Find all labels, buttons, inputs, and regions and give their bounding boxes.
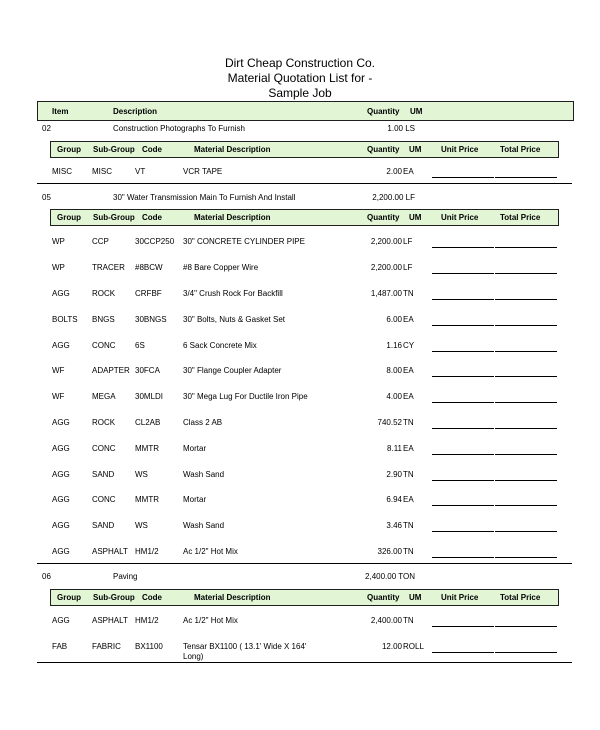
- unit-price-blank[interactable]: [432, 626, 494, 627]
- header-material-description: Material Description: [194, 145, 271, 154]
- row-group: AGG: [52, 547, 70, 556]
- row-code: 30FCA: [135, 366, 160, 375]
- unit-price-blank[interactable]: [432, 273, 494, 274]
- row-um: TN: [403, 289, 414, 298]
- header-description: Description: [113, 107, 158, 116]
- total-price-blank[interactable]: [495, 351, 557, 352]
- company-name: Dirt Cheap Construction Co.: [224, 56, 376, 70]
- row-subgroup: MEGA: [92, 392, 116, 401]
- row-material-description: 30" CONCRETE CYLINDER PIPE: [183, 237, 305, 246]
- row-group: BOLTS: [52, 315, 78, 324]
- unit-price-blank[interactable]: [432, 325, 494, 326]
- row-material-description: Wash Sand: [183, 521, 225, 530]
- section-item-number: 06: [42, 572, 51, 581]
- row-group: MISC: [52, 167, 72, 176]
- row-subgroup: CCP: [92, 237, 109, 246]
- row-um: LF: [403, 237, 413, 246]
- row-group: WP: [52, 263, 65, 272]
- total-price-blank[interactable]: [495, 557, 557, 558]
- row-quantity: 8.11: [387, 444, 402, 453]
- row-code: 30MLDI: [135, 392, 164, 401]
- row-quantity: 1.16: [386, 341, 402, 350]
- total-price-blank[interactable]: [495, 428, 557, 429]
- row-quantity: 740.52: [377, 418, 402, 427]
- header-group: Group: [57, 145, 81, 154]
- row-material-description: Mortar: [183, 495, 207, 504]
- row-code: WS: [135, 470, 148, 479]
- total-price-blank[interactable]: [495, 531, 557, 532]
- row-code: #8BCW: [135, 263, 163, 272]
- header-subgroup: Sub-Group: [93, 145, 135, 154]
- header-code: Code: [142, 213, 162, 222]
- row-material-description: VCR TAPE: [183, 167, 223, 176]
- row-quantity: 8.00: [386, 366, 402, 375]
- unit-price-blank[interactable]: [432, 480, 494, 481]
- row-group: AGG: [52, 444, 70, 453]
- row-code: 30CCP250: [135, 237, 175, 246]
- row-code: MMTR: [135, 444, 159, 453]
- row-quantity: 12.00: [381, 642, 402, 651]
- row-um: EA: [403, 167, 414, 176]
- unit-price-blank[interactable]: [432, 557, 494, 558]
- row-um: ROLL: [403, 642, 424, 651]
- unit-price-blank[interactable]: [432, 177, 494, 178]
- sub-header-bar: [50, 209, 559, 226]
- row-quantity: 2.90: [386, 470, 402, 479]
- row-code: CRFBF: [135, 289, 162, 298]
- header-group: Group: [57, 593, 81, 602]
- header-um: UM: [409, 593, 422, 602]
- header-group: Group: [57, 213, 81, 222]
- row-um: EA: [403, 444, 414, 453]
- row-subgroup: ASPHALT: [92, 616, 128, 625]
- row-quantity: 6.00: [386, 315, 402, 324]
- row-subgroup: SAND: [92, 470, 115, 479]
- header-quantity: Quantity: [367, 213, 400, 222]
- header-material-description: Material Description: [194, 593, 271, 602]
- header-um: UM: [410, 107, 423, 116]
- row-group: AGG: [52, 470, 70, 479]
- row-group: AGG: [52, 418, 70, 427]
- row-quantity: 6.94: [386, 495, 402, 504]
- unit-price-blank[interactable]: [432, 299, 494, 300]
- total-price-blank[interactable]: [495, 505, 557, 506]
- row-material-description: Mortar: [183, 444, 207, 453]
- row-subgroup: FABRIC: [92, 642, 121, 651]
- row-code: HM1/2: [135, 616, 159, 625]
- total-price-blank[interactable]: [495, 177, 557, 178]
- row-subgroup: ASPHALT: [92, 547, 128, 556]
- document-title: Material Quotation List for -: [227, 71, 373, 85]
- header-code: Code: [142, 593, 162, 602]
- row-subgroup: CONC: [92, 444, 116, 453]
- row-material-description: 30" Mega Lug For Ductile Iron Pipe: [183, 392, 308, 401]
- row-group: WF: [52, 392, 65, 401]
- header-unit-price: Unit Price: [441, 145, 479, 154]
- section-item-number: 02: [42, 124, 51, 133]
- section-divider: [37, 183, 572, 184]
- row-subgroup: ROCK: [92, 289, 116, 298]
- row-um: EA: [403, 315, 414, 324]
- main-header-bar: [37, 101, 574, 121]
- row-quantity: 4.00: [386, 392, 402, 401]
- total-price-blank[interactable]: [495, 402, 557, 403]
- row-group: FAB: [52, 642, 68, 651]
- header-total-price: Total Price: [500, 213, 541, 222]
- row-um: CY: [403, 341, 415, 350]
- section-quantity: 2,400.00 TON: [365, 572, 415, 581]
- total-price-blank[interactable]: [495, 273, 557, 274]
- unit-price-blank[interactable]: [432, 454, 494, 455]
- row-subgroup: TRACER: [92, 263, 125, 272]
- row-quantity: 1,487.00: [370, 289, 402, 298]
- row-material-description: 3/4" Crush Rock For Backfill: [183, 289, 283, 298]
- row-code: MMTR: [135, 495, 159, 504]
- row-subgroup: ROCK: [92, 418, 116, 427]
- sub-header-bar: [50, 589, 559, 606]
- row-um: TN: [403, 418, 414, 427]
- unit-price-blank[interactable]: [432, 531, 494, 532]
- header-um: UM: [409, 145, 422, 154]
- row-subgroup: SAND: [92, 521, 115, 530]
- row-group: WP: [52, 237, 65, 246]
- unit-price-blank[interactable]: [432, 505, 494, 506]
- header-unit-price: Unit Price: [441, 593, 479, 602]
- row-group: AGG: [52, 289, 70, 298]
- total-price-blank[interactable]: [495, 652, 557, 653]
- row-um: LF: [403, 263, 413, 272]
- total-price-blank[interactable]: [495, 454, 557, 455]
- row-code: 30BNGS: [135, 315, 167, 324]
- row-quantity: 2,200.00: [370, 237, 402, 246]
- total-price-blank[interactable]: [495, 376, 557, 377]
- row-group: AGG: [52, 616, 70, 625]
- section-description: Construction Photographs To Furnish: [113, 124, 245, 133]
- header-subgroup: Sub-Group: [93, 593, 135, 602]
- row-subgroup: CONC: [92, 341, 116, 350]
- unit-price-blank[interactable]: [432, 247, 494, 248]
- header-quantity: Quantity: [367, 593, 400, 602]
- row-code: HM1/2: [135, 547, 159, 556]
- row-code: 6S: [135, 341, 145, 350]
- row-code: BX1100: [135, 642, 163, 651]
- unit-price-blank[interactable]: [432, 652, 494, 653]
- row-um: EA: [403, 495, 414, 504]
- row-material-description: Ac 1/2" Hot Mix: [183, 616, 238, 625]
- section-quantity: 1.00 LS: [387, 124, 415, 133]
- row-material-description: Class 2 AB: [183, 418, 223, 427]
- row-quantity: 326.00: [377, 547, 402, 556]
- row-subgroup: CONC: [92, 495, 116, 504]
- row-subgroup: BNGS: [92, 315, 115, 324]
- row-um: EA: [403, 392, 414, 401]
- row-material-description: 30" Flange Coupler Adapter: [183, 366, 282, 375]
- section-item-number: 05: [42, 193, 51, 202]
- header-subgroup: Sub-Group: [93, 213, 135, 222]
- total-price-blank[interactable]: [495, 299, 557, 300]
- row-um: EA: [403, 366, 414, 375]
- row-code: VT: [135, 167, 146, 176]
- header-code: Code: [142, 145, 162, 154]
- total-price-blank[interactable]: [495, 480, 557, 481]
- section-divider: [37, 563, 572, 564]
- row-subgroup: MISC: [92, 167, 112, 176]
- header-item: Item: [52, 107, 69, 116]
- row-quantity: 2,200.00: [370, 263, 402, 272]
- row-group: AGG: [52, 495, 70, 504]
- header-unit-price: Unit Price: [441, 213, 479, 222]
- row-group: WF: [52, 366, 65, 375]
- row-material-description: Ac 1/2" Hot Mix: [183, 547, 238, 556]
- row-material-description: Wash Sand: [183, 470, 225, 479]
- row-um: TN: [403, 547, 414, 556]
- section-description: 30" Water Transmission Main To Furnish And Install: [113, 193, 296, 202]
- row-um: TN: [403, 521, 414, 530]
- header-quantity: Quantity: [367, 145, 400, 154]
- row-quantity: 2.00: [386, 167, 402, 176]
- row-material-description: #8 Bare Copper Wire: [183, 263, 259, 272]
- job-name: Sample Job: [268, 86, 332, 100]
- header-material-description: Material Description: [194, 213, 271, 222]
- unit-price-blank[interactable]: [432, 428, 494, 429]
- row-material-description: 6 Sack Concrete Mix: [183, 341, 257, 350]
- header-quantity: Quantity: [367, 107, 400, 116]
- row-group: AGG: [52, 521, 70, 530]
- total-price-blank[interactable]: [495, 325, 557, 326]
- row-code: CL2AB: [135, 418, 161, 427]
- unit-price-blank[interactable]: [432, 402, 494, 403]
- sub-header-bar: [50, 141, 559, 158]
- row-quantity: 3.46: [386, 521, 402, 530]
- header-um: UM: [409, 213, 422, 222]
- row-material-description: Tensar BX1100 ( 13.1' Wide X 164' Long): [183, 642, 307, 661]
- row-quantity: 2,400.00: [370, 616, 402, 625]
- section-description: Paving: [113, 572, 138, 581]
- row-material-description: 30" Bolts, Nuts & Gasket Set: [183, 315, 285, 324]
- unit-price-blank[interactable]: [432, 376, 494, 377]
- row-um: TN: [403, 616, 414, 625]
- unit-price-blank[interactable]: [432, 351, 494, 352]
- row-um: TN: [403, 470, 414, 479]
- row-group: AGG: [52, 341, 70, 350]
- total-price-blank[interactable]: [495, 247, 557, 248]
- row-code: WS: [135, 521, 148, 530]
- row-subgroup: ADAPTER: [92, 366, 130, 375]
- section-divider: [37, 662, 572, 663]
- header-total-price: Total Price: [500, 593, 541, 602]
- total-price-blank[interactable]: [495, 626, 557, 627]
- header-total-price: Total Price: [500, 145, 541, 154]
- section-quantity: 2,200.00 LF: [372, 193, 415, 202]
